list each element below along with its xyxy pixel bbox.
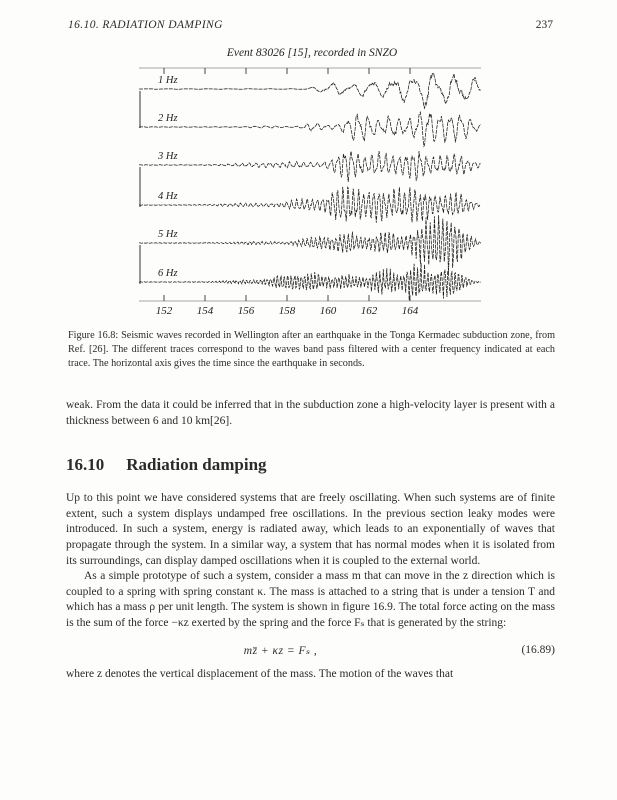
seismogram-plot xyxy=(134,44,496,324)
x-tick-label: 152 xyxy=(155,305,173,317)
x-tick-label: 156 xyxy=(237,305,255,317)
seismogram-trace xyxy=(139,187,481,223)
trace-label: 3 Hz xyxy=(158,151,178,162)
figure-caption: Figure 16.8: Seismic waves recorded in Wellington after an earthquake in the Tonga Kermadec subduction zone, from Ref. [26]. The different traces correspond to the waves band pass filtered with a center frequency indicated at each trace. The horizontal axis gives the time since the earthquake in seconds. xyxy=(68,330,555,370)
x-tick-label: 162 xyxy=(360,305,378,317)
paragraph-prototype: As a simple prototype of such a system, consider a mass m that can move in the z direction which is coupled to a spring with spring constant κ. The mass is attached to a string that is under a tension T and which has a mass ρ per unit length. The system is shown in figure 16.9. The total force acting on the mass is the sum of the force −κz exerted by the spring and the force Fₛ that is generated by the string: xyxy=(66,570,555,629)
trace-label: 6 Hz xyxy=(158,268,178,279)
trace-label: 2 Hz xyxy=(158,113,178,124)
section-number: 16.10 xyxy=(66,455,105,475)
equation-number: (16.89) xyxy=(521,643,555,656)
seismogram-trace xyxy=(139,73,481,108)
x-tick-label: 164 xyxy=(401,305,419,317)
section-heading xyxy=(66,455,555,475)
figure-title: Event 83026 [15], recorded in SNZO xyxy=(226,47,398,59)
equation-row xyxy=(66,643,555,657)
paragraph-weak: weak. From the data it could be inferred that in the subduction zone a high-velocity layer is present with a thickness between 6 and 10 km[26]. xyxy=(66,399,555,427)
body-text-column xyxy=(66,398,555,682)
seismogram-trace xyxy=(139,215,481,274)
section-title: Radiation damping xyxy=(126,455,267,475)
paragraph-intro: Up to this point we have considered systems that are freely oscillating. When such systems are of finite extent, such a system displays undamped free oscillations. In the previous section leaky modes were introduced. In such a system, energy is radiated away, which leads to an exponentially of waves that propagate through the system. In a similar way, a system that has normal modes when it is isolated from its surroundings, can display damped oscillations when it is coupled to the external world. xyxy=(66,492,555,567)
seismogram-trace xyxy=(139,263,481,301)
equation-formula: mz̈ + κz = Fₛ , xyxy=(243,644,318,657)
paragraph-closing: where z denotes the vertical displacement of the mass. The motion of the waves that xyxy=(66,667,454,680)
running-section-title: 16.10. RADIATION DAMPING xyxy=(68,19,223,31)
trace-label: 1 Hz xyxy=(158,75,178,86)
trace-label: 4 Hz xyxy=(158,191,178,202)
trace-label: 5 Hz xyxy=(158,229,178,240)
x-tick-label: 158 xyxy=(278,305,296,317)
x-tick-label: 160 xyxy=(319,305,337,317)
seismogram-figure xyxy=(134,44,496,324)
page-number: 237 xyxy=(535,19,553,31)
seismogram-trace xyxy=(139,112,481,146)
seismogram-trace xyxy=(139,151,481,182)
running-header xyxy=(68,19,553,31)
x-tick-label: 154 xyxy=(196,305,214,317)
